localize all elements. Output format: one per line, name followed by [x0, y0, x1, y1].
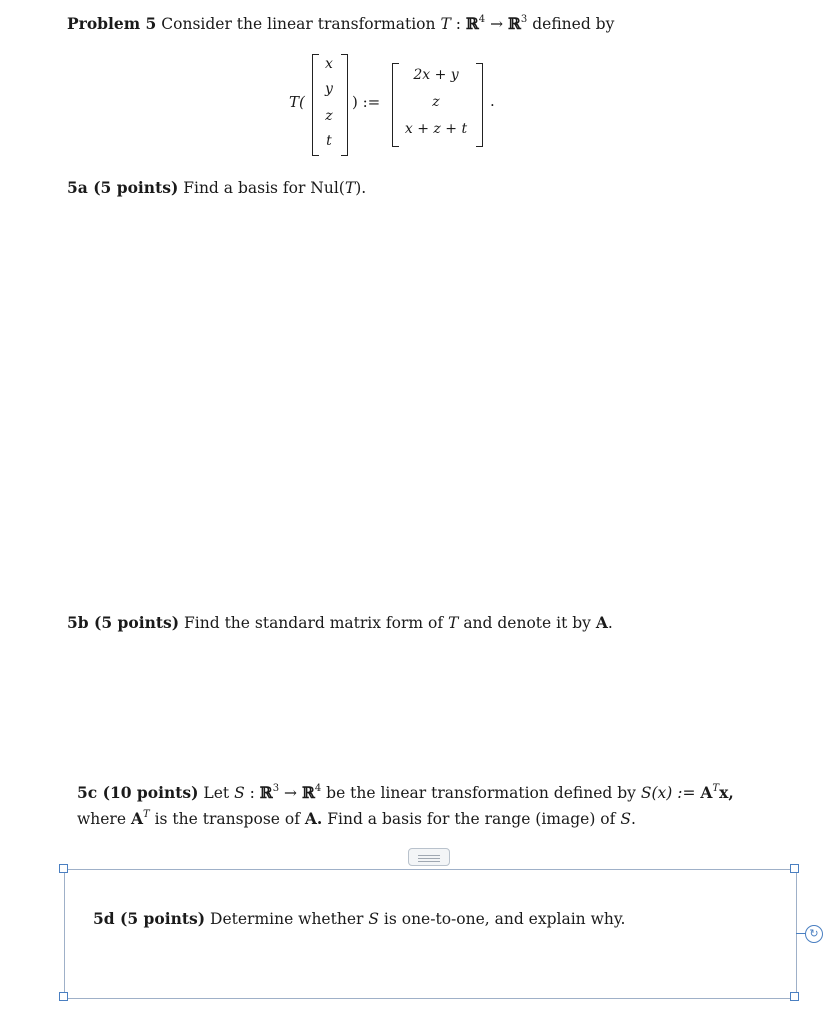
input-y: y — [325, 81, 333, 97]
part-c-def-exp: T — [712, 782, 720, 794]
rotate-handle-icon[interactable]: ↻ — [805, 925, 823, 943]
problem-intro: Consider the linear transformation — [161, 15, 436, 33]
part-d-text-2: is one-to-one, and explain why. — [383, 910, 626, 928]
domain-set: ℝ — [465, 14, 479, 33]
map-symbol: T — [440, 15, 451, 33]
part-c-def-lhs: S(x) := — [640, 784, 696, 802]
output-row-2: z — [432, 94, 440, 110]
part-c-def-A: A — [700, 783, 713, 802]
input-t: t — [326, 133, 332, 149]
part-b-tail: . — [607, 614, 613, 632]
part-c-domain: ℝ — [259, 783, 273, 802]
drag-grip-icon[interactable] — [408, 848, 450, 866]
resize-handle-bottom-right[interactable] — [790, 992, 799, 1001]
definition-equation — [0, 0, 828, 170]
part-c-tail: . — [630, 810, 636, 828]
part-c-def-vec: x, — [719, 783, 734, 802]
part-a-label: 5a (5 points) — [67, 178, 179, 197]
input-z: z — [325, 108, 333, 124]
problem-title: Problem 5 — [67, 14, 157, 33]
part-c-A: A — [130, 809, 143, 828]
part-d — [93, 909, 625, 928]
domain-exponent: 4 — [478, 13, 486, 25]
codomain-set: ℝ — [508, 14, 521, 33]
part-c-A-exp: T — [142, 808, 150, 820]
part-a-tail: ). — [355, 179, 367, 197]
part-c-codomain: ℝ — [301, 783, 315, 802]
output-right-bracket — [476, 63, 483, 147]
colon: : — [455, 15, 461, 33]
part-b-symbol: T — [448, 614, 459, 632]
input-right-bracket — [341, 54, 348, 156]
part-c-A2: A. — [304, 809, 323, 828]
part-b-matrix: A — [595, 613, 608, 632]
codomain-exponent: 3 — [520, 13, 528, 25]
part-a-symbol: T — [344, 179, 356, 197]
part-c-codomain-exp: 4 — [314, 782, 322, 794]
arrow: → — [490, 15, 504, 33]
part-d-S: S — [368, 910, 379, 928]
part-c-where: where — [77, 810, 127, 828]
part-d-label: 5d (5 points) — [93, 909, 206, 928]
part-c-arrow: → — [284, 784, 297, 802]
resize-handle-top-right[interactable] — [790, 864, 799, 873]
part-c-S: S — [234, 784, 245, 802]
output-row-3: x + z + t — [404, 121, 468, 137]
part-c-label: 5c (10 points) — [77, 783, 199, 802]
part-b-text-1: Find the standard matrix form of — [184, 614, 444, 632]
part-c-line-2 — [77, 809, 636, 828]
lhs-suffix: ) := — [352, 93, 381, 111]
part-c-transpose: is the transpose of — [154, 810, 300, 828]
part-b-label: 5b (5 points) — [67, 613, 180, 632]
part-c-domain-exp: 3 — [272, 782, 280, 794]
selected-content-box[interactable] — [64, 869, 797, 999]
part-a — [67, 178, 366, 197]
resize-handle-top-left[interactable] — [59, 864, 68, 873]
part-a-text: Find a basis for Nul( — [183, 179, 345, 197]
part-c-S2: S — [620, 810, 631, 828]
output-row-1: 2x + y — [413, 67, 459, 83]
part-c-let: Let — [203, 784, 230, 802]
resize-handle-bottom-left[interactable] — [59, 992, 68, 1001]
equation-period: . — [490, 92, 495, 110]
part-c-colon: : — [249, 784, 255, 802]
lhs-prefix: T( — [289, 93, 305, 111]
part-c-text-2: be the linear transformation defined by — [326, 784, 636, 802]
defined-by: defined by — [532, 15, 615, 33]
part-b — [67, 613, 613, 632]
part-d-text-1: Determine whether — [210, 910, 364, 928]
input-x: x — [325, 56, 333, 72]
part-c-line-1 — [77, 783, 734, 802]
part-b-text-2: and denote it by — [463, 614, 591, 632]
part-c-find: Find a basis for the range (image) of — [327, 810, 616, 828]
